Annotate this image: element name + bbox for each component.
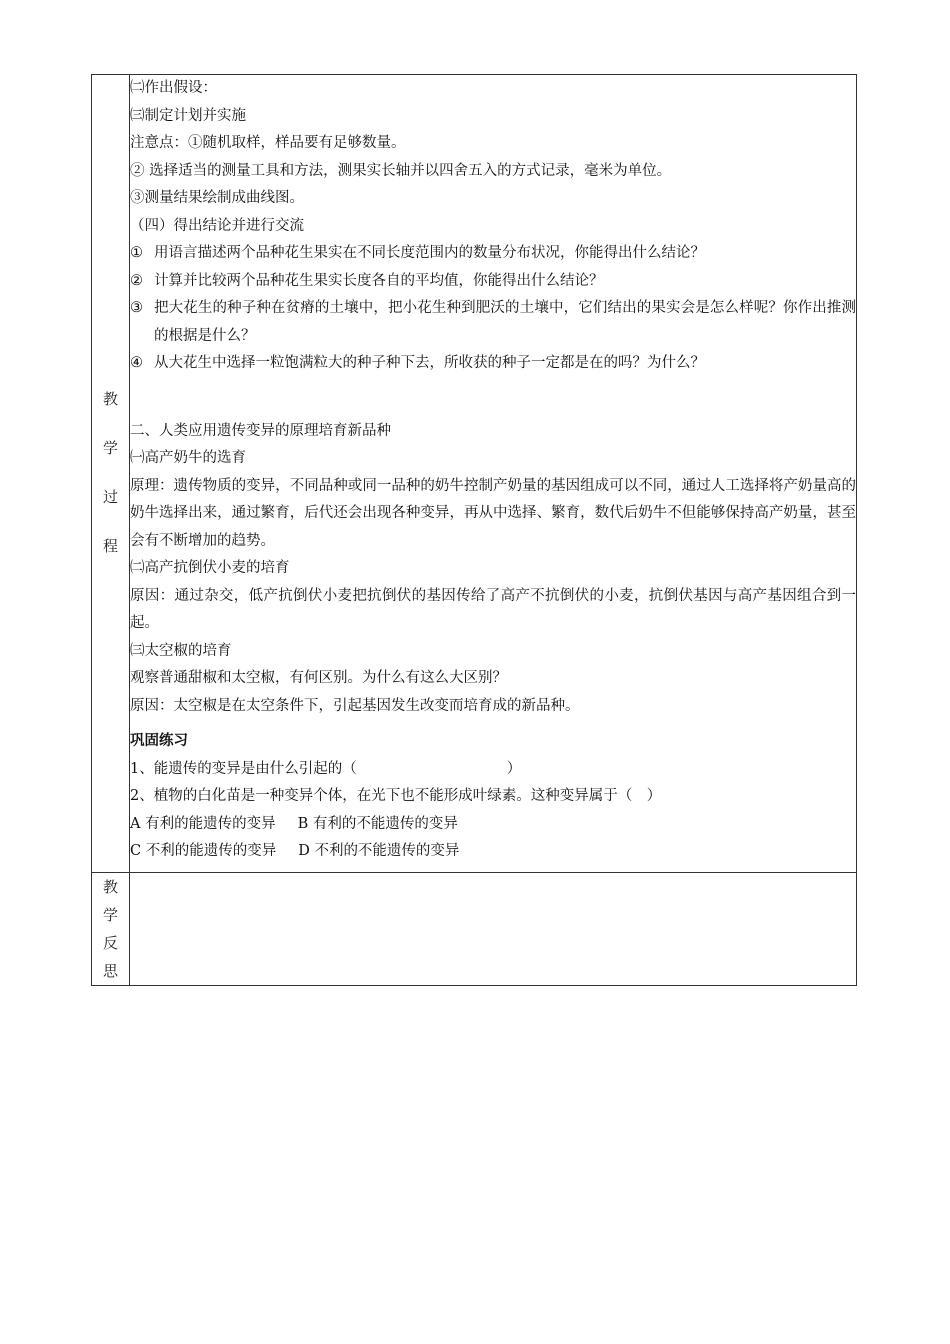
- process-label-cell: [92, 75, 130, 873]
- section2-title: 二、人类应用遗传变异的原理培育新品种: [130, 422, 391, 439]
- reflect-label-char: 教: [102, 877, 118, 896]
- lesson-table: [91, 74, 857, 986]
- option-a: A 有利的能遗传的变异: [130, 815, 276, 832]
- notes-line: ③测量结果绘制成曲线图。: [130, 190, 304, 206]
- practice-question-2: 2、植物的白化苗是一种变异个体，在光下也不能形成叶绿素。这种变异属于（ ）: [130, 788, 662, 804]
- question-text: 计算并比较两个品种花生果实长度各自的平均值，你能得出什么结论？: [154, 272, 604, 289]
- practice-question-1: [130, 756, 856, 784]
- question-text: 从大花生中选择一粒饱满粒大的种子种下去，所收获的种子一定都是在的吗？为什么？: [154, 355, 705, 371]
- cow-title: ㈠高产奶牛的选育: [130, 450, 246, 466]
- practice-question-1-close: ）: [506, 760, 522, 777]
- wheat-title: ㈡高产抗倒伏小麦的培育: [130, 560, 290, 576]
- practice-question-1-text: 1、能遗传的变异是由什么引起的（: [130, 760, 357, 777]
- wheat-text: 原因：通过杂交，低产抗倒伏小麦把抗倒伏的基因传给了高产不抗倒伏的小麦，抗倒伏基因与高产基因组合到一起。: [130, 587, 856, 631]
- process-label: [92, 75, 129, 571]
- process-content-cell: [130, 75, 857, 873]
- question-item: [130, 295, 856, 350]
- notes-line: 注意点：①随机取样，样品要有足够数量。: [130, 135, 406, 151]
- process-label-char: 过: [102, 488, 118, 506]
- spacer: [130, 866, 856, 872]
- question-item: [130, 350, 856, 378]
- reflect-label-char: 思: [102, 961, 118, 980]
- process-label-char: 学: [102, 439, 118, 457]
- options-row: [130, 838, 856, 866]
- reflect-label-cell: [92, 872, 130, 985]
- reflect-label-char: 反: [102, 933, 118, 952]
- pepper-title: ㈢太空椒的培育: [130, 642, 232, 659]
- question-item: [130, 240, 856, 268]
- question-number: ③: [130, 300, 143, 316]
- question-number: ①: [130, 245, 143, 261]
- reflect-content-cell: [130, 872, 857, 985]
- question-text: 把大花生的种子种在贫瘠的土壤中，把小花生种到肥沃的土壤中，它们结出的果实会是怎么样呢？你作出推测的根据是什么？: [154, 300, 856, 344]
- pepper-reason: 原因：太空椒是在太空条件下，引起基因发生改变而培育成的新品种。: [130, 697, 580, 714]
- hypothesis-heading: ㈡作出假设：: [130, 80, 217, 96]
- question-number: ④: [130, 355, 143, 371]
- reflect-row: [92, 872, 857, 985]
- option-c: C 不利的能遗传的变异: [130, 843, 277, 859]
- option-d: D 不利的不能遗传的变异: [298, 843, 460, 859]
- question-item: [130, 268, 856, 296]
- conclude-heading: （四）得出结论并进行交流: [130, 217, 304, 234]
- question-number: ②: [130, 272, 143, 289]
- pepper-observe: 观察普通甜椒和太空椒，有何区别。为什么有这么大区别？: [130, 670, 507, 686]
- reflect-label: [92, 873, 129, 985]
- process-row: [92, 75, 857, 873]
- question-text: 用语言描述两个品种花生果实在不同长度范围内的数量分布状况，你能得出什么结论？: [154, 245, 705, 261]
- spacer: [130, 720, 856, 728]
- practice-title: 巩固练习: [130, 733, 188, 749]
- process-label-char: 程: [102, 537, 118, 555]
- plan-heading: ㈢制定计划并实施: [130, 107, 246, 124]
- cow-text: 原理：遗传物质的变异，不同品种或同一品种的奶牛控制产奶量的基因组成可以不同，通过人工选择将产奶量高的奶牛选择出来，通过繁育，后代还会出现各种变异，再从中选择、繁育，数代后奶牛不但能够保持高产奶量，甚至会有不断增加的趋势。: [130, 477, 856, 549]
- reflect-label-char: 学: [102, 905, 118, 924]
- spacer: [130, 378, 856, 418]
- notes-line: ② 选择适当的测量工具和方法，测果实长轴并以四舍五入的方式记录，毫米为单位。: [130, 162, 672, 179]
- option-b: B 有利的不能遗传的变异: [297, 815, 458, 832]
- options-row: [130, 811, 856, 839]
- process-label-char: 教: [102, 390, 118, 408]
